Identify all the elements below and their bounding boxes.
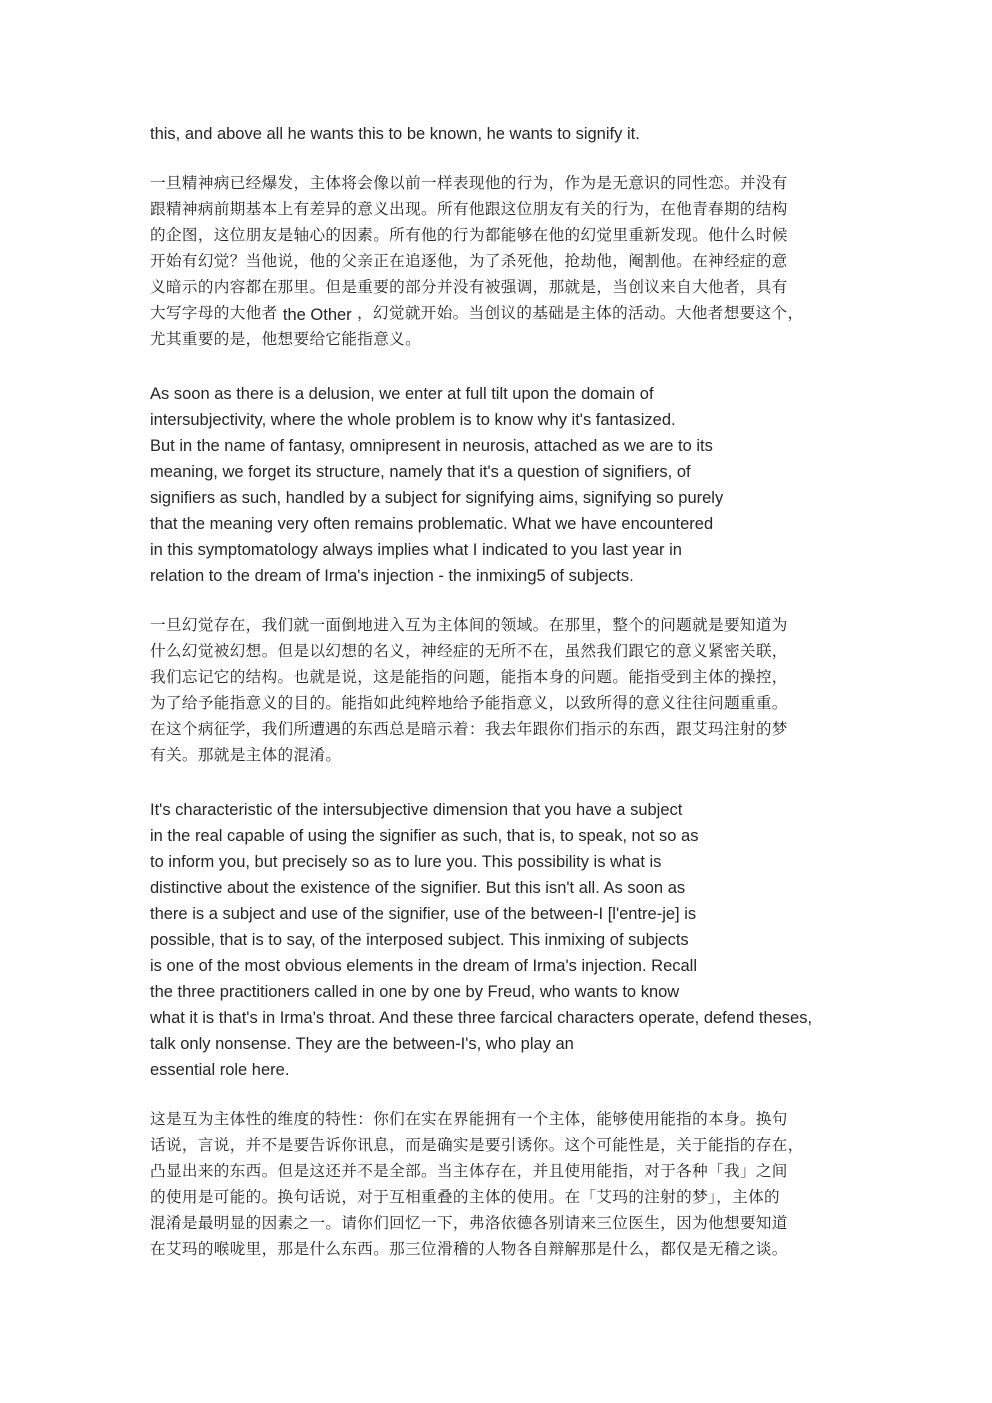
- text-line: 话说，言说，并不是要告诉你讯息，而是确实是要引诱你。这个可能性是，关于能指的存在，: [150, 1136, 804, 1154]
- text-line: is one of the most obvious elements in the dream of Irma's injection. Recall: [150, 957, 697, 975]
- text-line: 开始有幻觉？当他说，他的父亲正在追逐他，为了杀死他，抢劫他，阉割他。在神经症的意: [150, 252, 788, 270]
- text-line: intersubjectivity, where the whole problem is to know why it's fantasized.: [150, 411, 676, 429]
- text-line: It's characteristic of the intersubjective dimension that you have a subject: [150, 801, 683, 819]
- inline-english-term: the Other: [282, 306, 352, 324]
- text-segment: 大写字母的大他者: [150, 304, 278, 322]
- text-line: 义暗示的内容都在那里。但是重要的部分并没有被强调，那就是，当创议来自大他者，具有: [150, 278, 788, 296]
- text-line: in this symptomatology always implies what I indicated to you last year in: [150, 541, 682, 559]
- text-line: 一旦精神病已经爆发，主体将会像以前一样表现他的行为，作为是无意识的同性恋。并没有: [150, 174, 788, 192]
- text-line-with-inline-english: [150, 300, 803, 326]
- text-line: 什么幻觉被幻想。但是以幻想的名义，神经症的无所不在，虽然我们跟它的意义紧密关联，: [150, 642, 788, 660]
- text-line: that the meaning very often remains problematic. What we have encountered: [150, 515, 714, 533]
- text-line: As soon as there is a delusion, we enter at full tilt upon the domain of: [150, 385, 654, 403]
- text-line: meaning, we forget its structure, namely that it's a question of signifiers, of: [150, 463, 691, 481]
- text-line: talk only nonsense. They are the between-I's, who play an: [150, 1035, 574, 1053]
- text-line: signifiers as such, handled by a subject for signifying aims, signifying so purely: [150, 489, 724, 507]
- text-line: 凸显出来的东西。但是这还并不是全部。当主体存在，并且使用能指，对于各种「我」之间: [150, 1162, 788, 1180]
- text-line: essential role here.: [150, 1061, 290, 1079]
- text-segment: ，幻觉就开始。当创议的基础是主体的活动。大他者想要这个，: [356, 304, 804, 322]
- text-line: possible, that is to say, of the interposed subject. This inmixing of subjects: [150, 931, 689, 949]
- text-line: 的企图，这位朋友是轴心的因素。所有他的行为都能够在他的幻觉里重新发现。他什么时候: [150, 226, 788, 244]
- text-line: to inform you, but precisely so as to lure you. This possibility is what is: [150, 853, 662, 871]
- text-line: 一旦幻觉存在，我们就一面倒地进入互为主体间的领域。在那里，整个的问题就是要知道为: [150, 616, 788, 634]
- text-line: But in the name of fantasy, omnipresent in neurosis, attached as we are to its: [150, 437, 713, 455]
- text-line: relation to the dream of Irma's injection - the inmixing5 of subjects.: [150, 567, 634, 585]
- text-line: 尤其重要的是，他想要给它能指意义。: [150, 330, 422, 348]
- text-line: 这是互为主体性的维度的特性：你们在实在界能拥有一个主体，能够使用能指的本身。换句: [150, 1110, 788, 1128]
- text-line: 我们忘记它的结构。也就是说，这是能指的问题，能指本身的问题。能指受到主体的操控，: [150, 668, 788, 686]
- text-line: in the real capable of using the signifier as such, that is, to speak, not so as: [150, 827, 699, 845]
- text-line: 在艾玛的喉咙里，那是什么东西。那三位滑稽的人物各自辩解那是什么，都仅是无稽之谈。: [150, 1240, 788, 1258]
- text-line: 为了给予能指意义的目的。能指如此纯粹地给予能指意义，以致所得的意义往往问题重重。: [150, 694, 788, 712]
- text-line: distinctive about the existence of the signifier. But this isn't all. As soon as: [150, 879, 686, 897]
- text-line: the three practitioners called in one by one by Freud, who wants to know: [150, 983, 680, 1001]
- text-line: there is a subject and use of the signifier, use of the between-I [l'entre-je] is: [150, 905, 697, 923]
- text-line: this, and above all he wants this to be known, he wants to signify it.: [150, 125, 640, 143]
- text-line: 的使用是可能的。换句话说，对于互相重叠的主体的使用。在「艾玛的注射的梦」，主体的: [150, 1188, 780, 1206]
- text-line: 有关。那就是主体的混淆。: [150, 746, 342, 764]
- text-line: 混淆是最明显的因素之一。请你们回忆一下，弗洛依德各别请来三位医生，因为他想要知道: [150, 1214, 788, 1232]
- text-line: 在这个病征学，我们所遭遇的东西总是暗示着：我去年跟你们指示的东西，跟艾玛注射的梦: [150, 720, 788, 738]
- text-line: 跟精神病前期基本上有差异的意义出现。所有他跟这位朋友有关的行为，在他青春期的结构: [150, 200, 788, 218]
- text-line: what it is that's in Irma's throat. And these three farcical characters operate, defend theses,: [150, 1009, 813, 1027]
